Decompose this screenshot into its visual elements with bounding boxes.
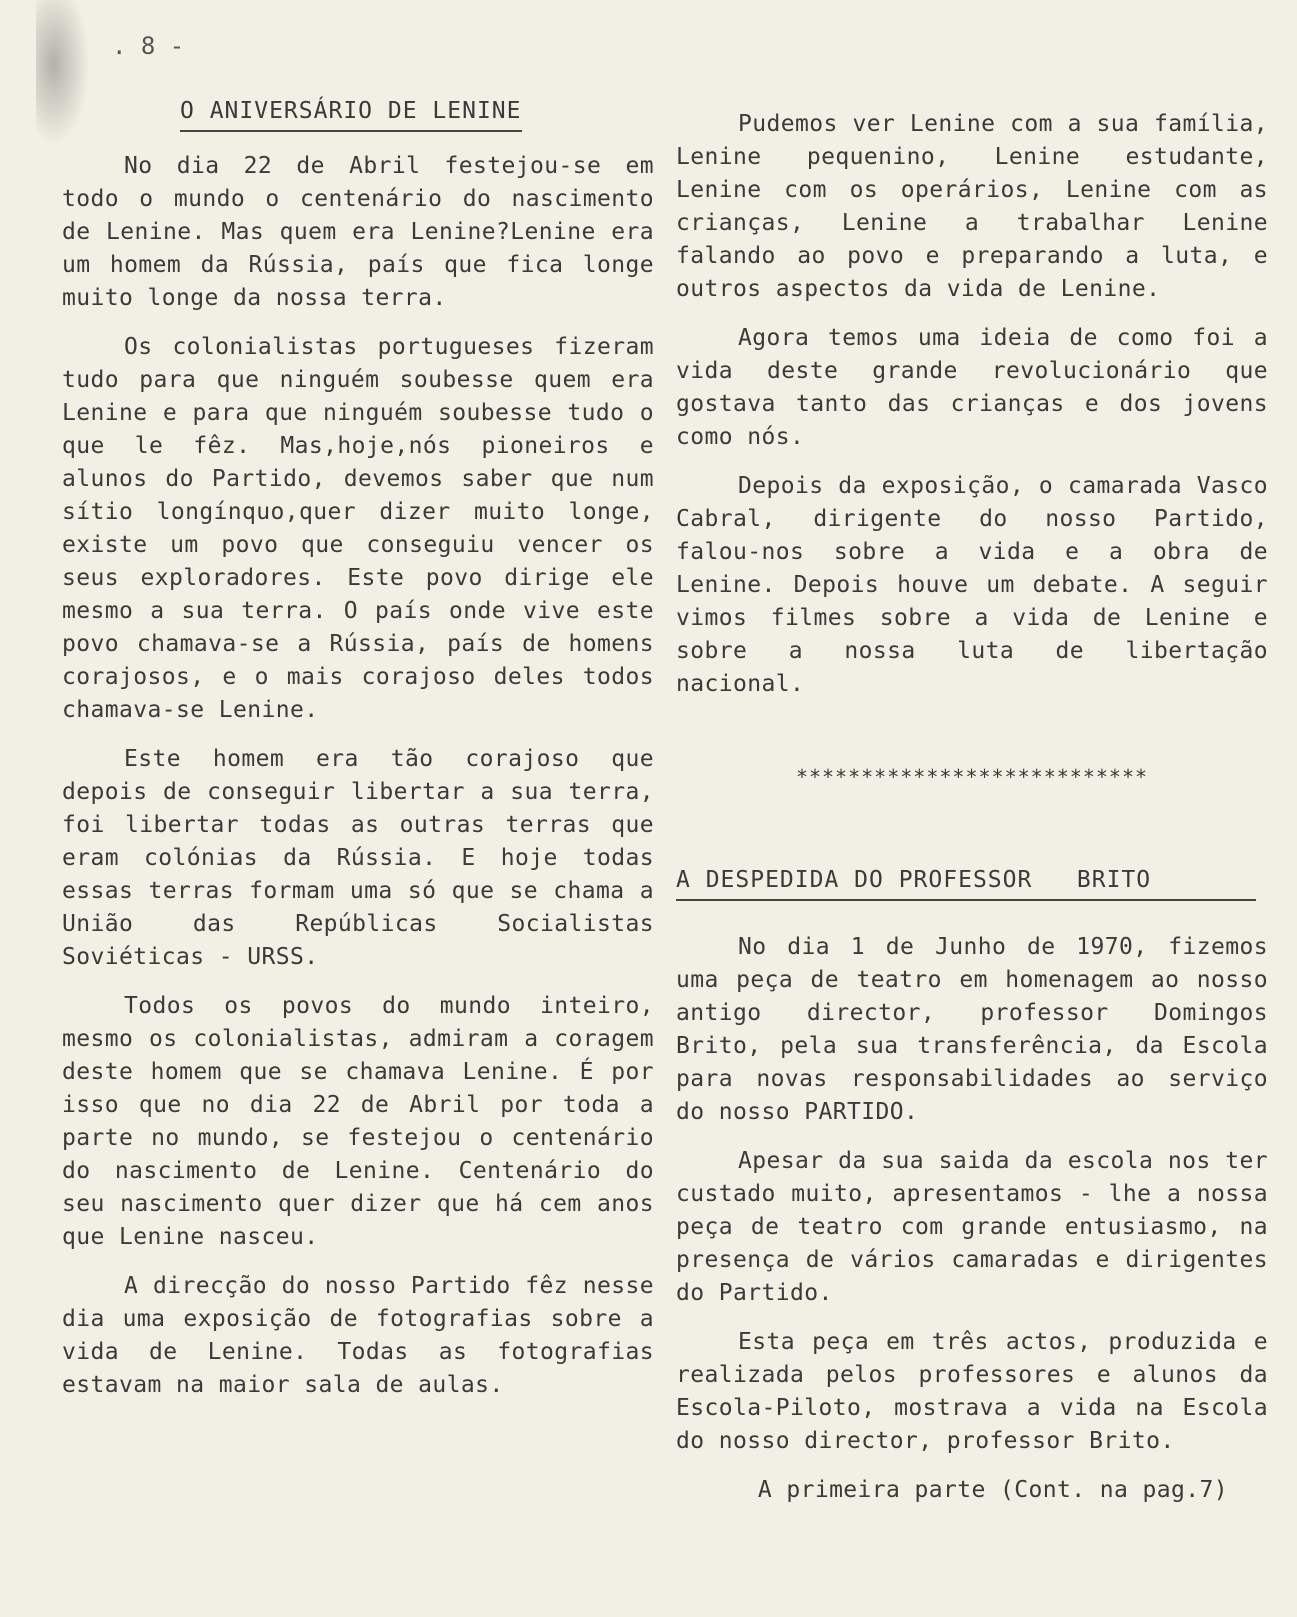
paragraph: Todos os povos do mundo inteiro, mesmo os colonialistas, admiram a coragem deste homem que se chamava Lenine. É por isso que no dia 22 de Abril por toda a parte no mundo, se festejou o centenário do nascimento de Lenine. Centenário do seu nascimento quer dizer que há cem anos que Lenine nasceu. bbox=[62, 993, 654, 1250]
article-title-brito: A DESPEDIDA DO PROFESSOR BRITO bbox=[676, 864, 1256, 901]
article-title-lenine: O ANIVERSÁRIO DE LENINE bbox=[180, 95, 522, 132]
page-number: . 8 - bbox=[112, 32, 185, 60]
paragraph: No dia 1 de Junho de 1970, fizemos uma peça de teatro em homenagem ao nosso antigo director, professor Domingos Brito, pela sua transferência, da Escola para novas responsabilidades ao serviço do nosso PARTIDO. bbox=[676, 934, 1268, 1125]
right-column bbox=[676, 108, 1268, 1523]
paragraph: A direcção do nosso Partido fêz nesse dia uma exposição de fotografias sobre a vida de Lenine. Todas as fotografias estavam na maior sala de aulas. bbox=[62, 1273, 654, 1398]
separator: *************************** bbox=[795, 765, 1149, 789]
paragraph: Os colonialistas portugueses fizeram tudo para que ninguém soubesse quem era Lenine e para que ninguém soubesse tudo o que le fêz. Mas,hoje,nós pioneiros e alunos do Partido, devemos saber que num sítio longínquo,quer dizer muito longe, existe um povo que conseguiu vencer os seus exploradores. Este povo dirige ele mesmo a sua terra. O país onde vive este povo chamava-se a Rússia, país de homens corajosos, e o mais corajoso deles todos chamava-se Lenine. bbox=[62, 334, 654, 723]
paragraph: Agora temos uma ideia de como foi a vida deste grande revolucionário que gostava tanto das crianças e dos jovens como nós. bbox=[676, 325, 1268, 450]
left-column bbox=[62, 95, 654, 1418]
paragraph: Esta peça em três actos, produzida e realizada pelos professores e alunos da Escola-Piloto, mostrava a vida na Escola do nosso director, professor Brito. bbox=[676, 1329, 1268, 1454]
continuation-note: A primeira parte (Cont. na pag.7) bbox=[757, 1477, 1228, 1503]
paragraph: Depois da exposição, o camarada Vasco Cabral, dirigente do nosso Partido, falou-nos sobre a vida e a obra de Lenine. Depois houve um debate. A seguir vimos filmes sobre a vida de Lenine e sobre a nossa luta de libertação nacional. bbox=[676, 473, 1268, 697]
paragraph: No dia 22 de Abril festejou-se em todo o mundo o centenário do nascimento de Lenine. Mas quem era Lenine?Lenine era um homem da Rússia, país que fica longe muito longe da nossa terra. bbox=[62, 153, 654, 311]
paragraph: Apesar da sua saida da escola nos ter custado muito, apresentamos - lhe a nossa peça de teatro com grande entusiasmo, na presença de vários camaradas e dirigentes do Partido. bbox=[676, 1148, 1268, 1306]
paragraph: Pudemos ver Lenine com a sua família, Lenine pequenino, Lenine estudante, Lenine com os operários, Lenine com as crianças, Lenine a trabalhar Lenine falando ao povo e preparando a luta, e outros aspectos da vida de Lenine. bbox=[676, 111, 1268, 302]
paragraph: Este homem era tão corajoso que depois de conseguir libertar a sua terra, foi libertar todas as outras terras que eram colónias da Rússia. E hoje todas essas terras formam uma só que se chama a União das Repúblicas Socialistas Soviéticas - URSS. bbox=[62, 746, 654, 970]
